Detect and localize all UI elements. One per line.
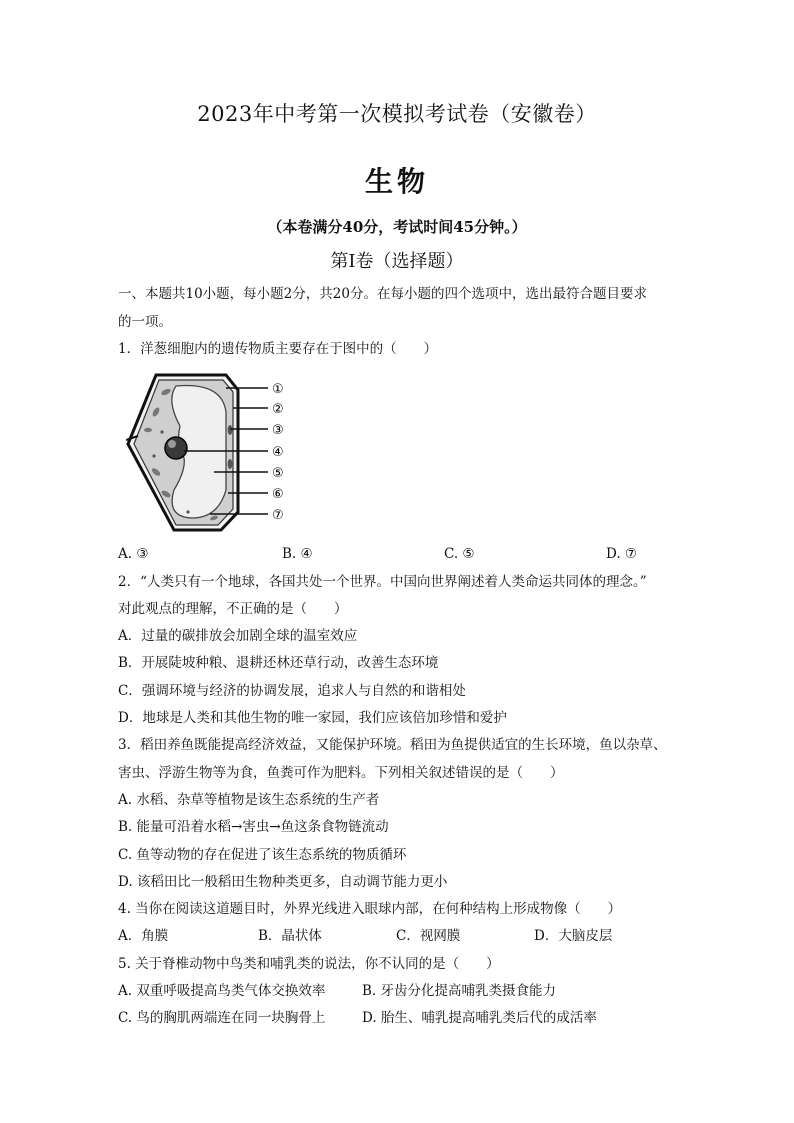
option-a: A. ③ — [118, 546, 149, 562]
option-b: B. ④ — [282, 546, 313, 562]
label-1: ① — [272, 382, 284, 397]
question-2-stem-line-1: 2．“人类只有一个地球，各国共处一个世界。中国向世界阐述着人类命运共同体的理念。” — [118, 574, 647, 590]
exam-note: （本卷满分40分，考试时间45分钟。） — [267, 218, 527, 236]
label-2: ② — [272, 402, 284, 417]
option-a: A. 双重呼吸提高鸟类气体交换效率 — [118, 983, 326, 999]
option-c: C．视网膜 — [396, 928, 461, 944]
question-3-option-c: C. 鱼等动物的存在促进了该生态系统的物质循环 — [118, 847, 407, 863]
option-d: D．大脑皮层 — [534, 928, 613, 944]
question-3-option-a: A. 水稻、杂草等植物是该生态系统的生产者 — [118, 792, 380, 808]
label-4: ④ — [272, 445, 284, 460]
question-2-option-d: D．地球是人类和其他生物的唯一家园，我们应该倍加珍惜和爱护 — [118, 710, 507, 726]
nucleus-shape — [165, 437, 187, 459]
question-3-option-d: D. 该稻田比一般稻田生物种类更多，自动调节能力更小 — [118, 874, 448, 890]
question-3-stem-line-2: 害虫、浮游生物等为食，鱼粪可作为肥料。下列相关叙述错误的是（ ） — [118, 765, 564, 781]
question-2-option-b: B．开展陡坡种粮、退耕还林还草行动，改善生态环境 — [118, 655, 439, 671]
option-d: D. ⑦ — [606, 546, 638, 562]
section-title: 第Ⅰ卷（选择题） — [330, 251, 464, 272]
question-2-stem-line-2: 对此观点的理解，不正确的是（ ） — [118, 601, 348, 617]
question-3-stem-line-1: 3．稻田养鱼既能提高经济效益，又能保护环境。稻田为鱼提供适宜的生长环境，鱼以杂草、 — [118, 737, 667, 753]
question-2-option-a: A．过量的碳排放会加剧全球的温室效应 — [118, 628, 358, 644]
subject-title: 生物 — [364, 165, 429, 198]
question-4-stem: 4. 当你在阅读这道题目时，外界光线进入眼球内部，在何种结构上形成物像（ ） — [118, 901, 622, 917]
question-5-stem: 5. 关于脊椎动物中鸟类和哺乳类的说法，你不认同的是（ ） — [118, 956, 500, 972]
instructions-line-2: 的一项。 — [118, 314, 172, 330]
option-d: D. 胎生、哺乳提高哺乳类后代的成活率 — [362, 1010, 597, 1026]
nucleus-highlight — [168, 440, 176, 448]
option-a: A．角膜 — [118, 928, 169, 944]
option-b: B. 牙齿分化提高哺乳类摄食能力 — [362, 983, 557, 999]
label-3: ③ — [272, 423, 284, 438]
question-2-option-c: C．强调环境与经济的协调发展，追求人与自然的和谐相处 — [118, 683, 466, 699]
label-7: ⑦ — [272, 508, 284, 523]
option-c: C. 鸟的胸肌两端连在同一块胸骨上 — [118, 1010, 326, 1026]
onion-cell-diagram — [126, 372, 306, 534]
label-5: ⑤ — [272, 466, 284, 481]
option-c: C. ⑤ — [444, 546, 475, 562]
label-6: ⑥ — [272, 487, 284, 502]
question-1-stem: 1．洋葱细胞内的遗传物质主要存在于图中的（ ） — [118, 341, 438, 357]
question-3-option-b: B. 能量可沿着水稻→害虫→鱼这条食物链流动 — [118, 819, 389, 835]
instructions-line-1: 一、本题共10小题，每小题2分，共20分。在每小题的四个选项中，选出最符合题目要求 — [118, 286, 647, 302]
exam-title: 2023年中考第一次模拟考试卷（安徽卷） — [197, 102, 597, 126]
option-b: B．晶状体 — [258, 928, 322, 944]
